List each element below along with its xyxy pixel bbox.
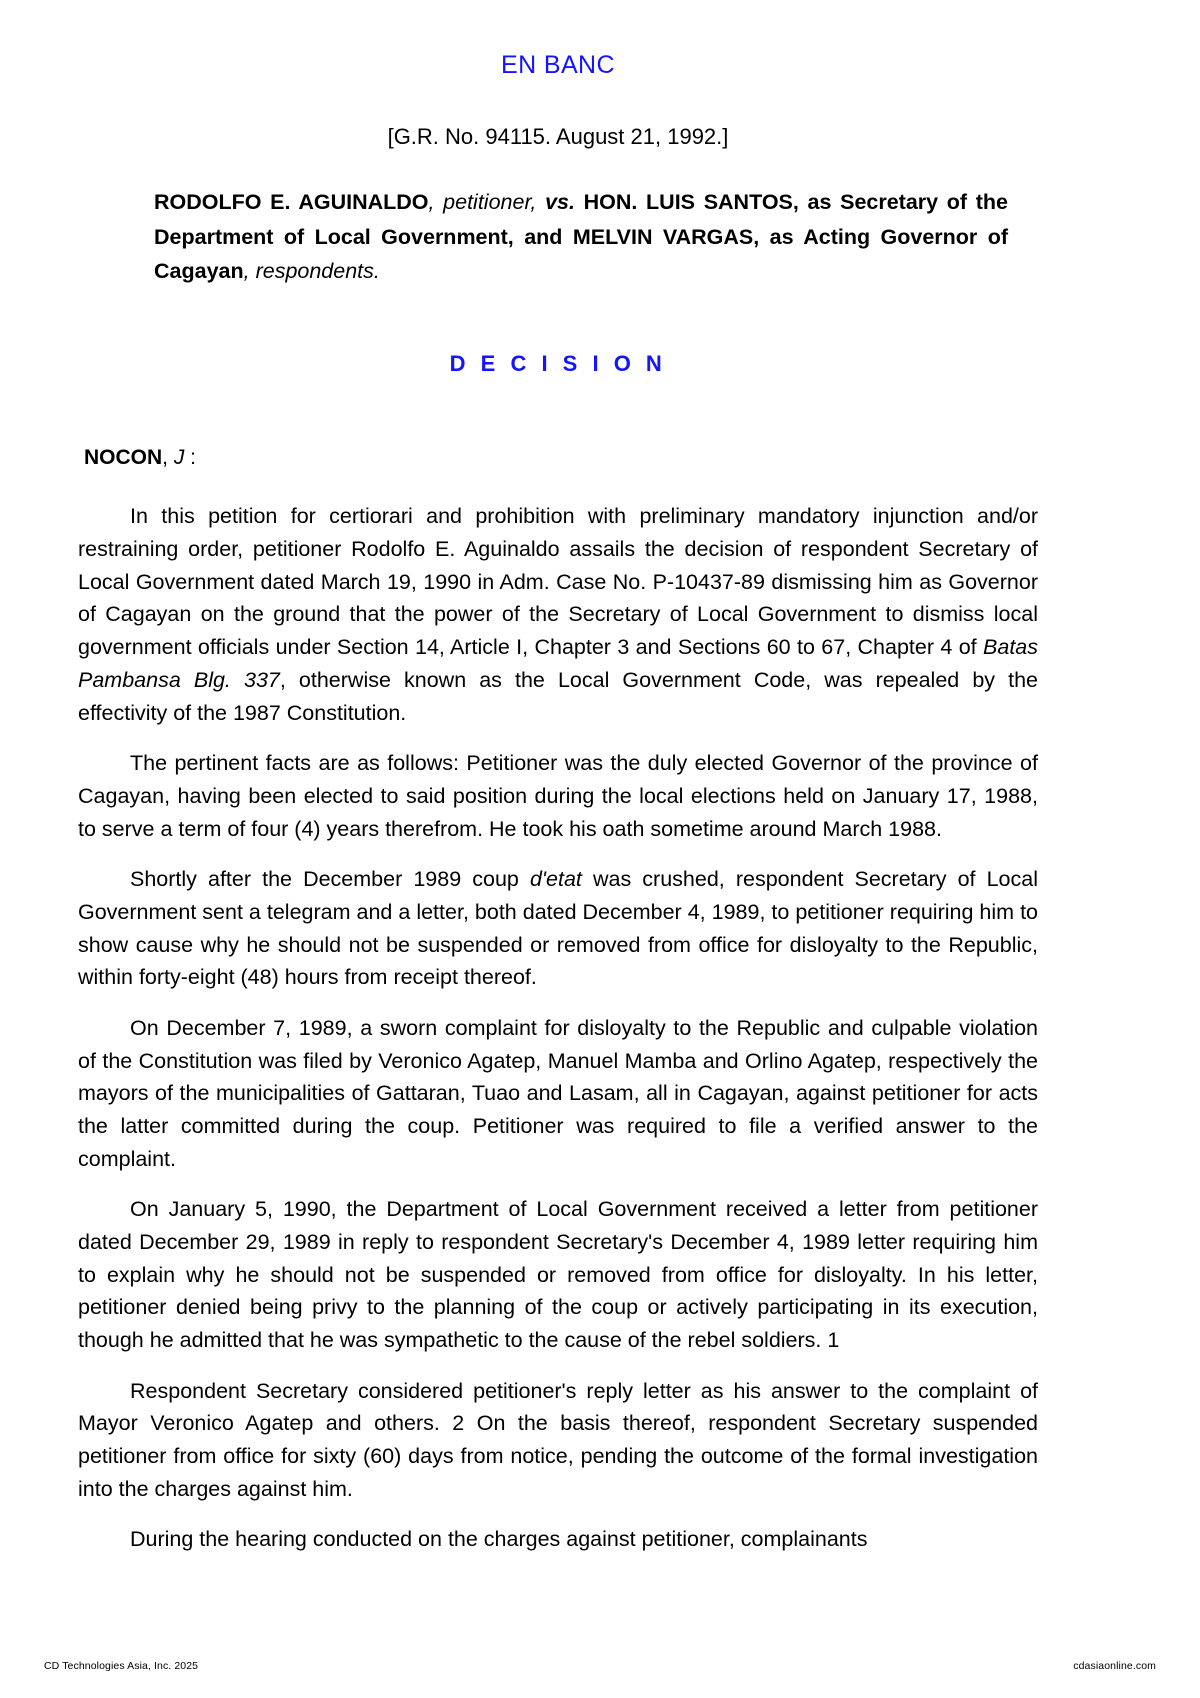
body-paragraph [78,994,1038,1175]
petitioner-name: RODOLFO E. AGUINALDO [154,189,429,214]
body-paragraph [78,1505,1038,1556]
court-banner: EN BANC [501,51,615,79]
document-content [78,0,1038,1556]
text-run: Shortly after the December 1989 coup [130,867,530,892]
text-run: Respondent Secretary considered petitioner's reply letter as his answer to the complaint of Mayor Veronico Agatep and others. 2 On the basis thereof, respondent Secretary suspended petitioner from office for sixty (60) days from notice, pending the outcome of the formal investigation into the charges against him. [78,1378,1038,1501]
italic-phrase: d'etat [529,867,582,892]
respondent-name: HON. LUIS SANTOS, as Secretary of the Department of Local Government, and MELVIN VARGAS, as Acting Governor of Cagayan [154,189,1009,284]
text-run: During the hearing conducted on the charges against petitioner, complainants [130,1527,868,1552]
text-run: On January 5, 1990, the Department of Local Government received a letter from petitioner dated December 29, 1989 in reply to respondent Secretary's December 4, 1989 letter requiring him to explain why he should not be suspended or removed from office for disloyalty. In his letter, petitioner denied being privy to the planning of the coup or actively participating in its execution, though he admitted that he was sympathetic to the cause of the rebel soldiers. 1 [78,1197,1038,1352]
versus-label: vs. [545,189,575,214]
italic-phrase: Batas Pambansa Blg. 337 [78,635,1038,692]
decision-heading: D E C I S I O N [449,351,667,377]
text-run: The pertinent facts are as follows: Petitioner was the duly elected Governor of the province of Cagayan, having been elected to said position during the local elections held on January 17, 1988, to serve a term of four (4) years therefrom. He took his oath sometime around March 1988. [78,751,1038,841]
footer-source: cdasiaonline.com [1073,1660,1156,1672]
text-run: On December 7, 1989, a sworn complaint for disloyalty to the Republic and culpable violation of the Constitution was filed by Veronico Agatep, Manuel Mamba and Orlino Agatep, respectively the mayors of the municipalities of Gattaran, Tuao and Lasam, all in Cagayan, against petitioner for acts the latter committed during the coup. Petitioner was required to file a verified answer to the complaint. [78,1015,1038,1171]
ponente-name: NOCON [84,446,163,470]
case-citation: [G.R. No. 94115. August 21, 1992.] [387,123,729,149]
respondent-role: , respondents. [243,259,380,284]
ponente-byline: NOCON, J : [84,446,197,470]
body-paragraph [78,1175,1038,1356]
footer-copyright: CD Technologies Asia, Inc. 2025 [44,1660,199,1672]
text-run: , otherwise known as the Local Government Code, was repealed by the effectivity of the 1987 Constitution. [78,667,1038,725]
petitioner-role: , petitioner, [428,189,546,214]
ponente-title: J [173,446,185,470]
ponente-colon: : [184,446,197,470]
body-paragraph [78,1357,1038,1506]
body-paragraph [78,470,1038,729]
body-text [78,470,1038,1555]
case-title [78,149,1038,289]
page-footer [44,1660,1156,1672]
body-paragraph [78,729,1038,845]
body-paragraph [78,845,1038,994]
text-run: In this petition for certiorari and prohibition with preliminary mandatory injunction and/or restraining order, petitioner Rodolfo E. Aguinaldo assails the decision of respondent Secretary of Local Government dated March 19, 1990 in Adm. Case No. P-10437-89 dismissing him as Governor of Cagayan on the ground that the power of the Secretary of Local Government to dismiss local government officials under Section 14, Article I, Chapter 3 and Sections 60 to 67, Chapter 4 of [78,504,1038,660]
text-run: was crushed, respondent Secretary of Local Government sent a telegram and a letter, both dated December 4, 1989, to petitioner requiring him to show cause why he should not be suspended or removed from office for disloyalty to the Republic, within forty-eight (48) hours from receipt thereof. [78,867,1038,990]
